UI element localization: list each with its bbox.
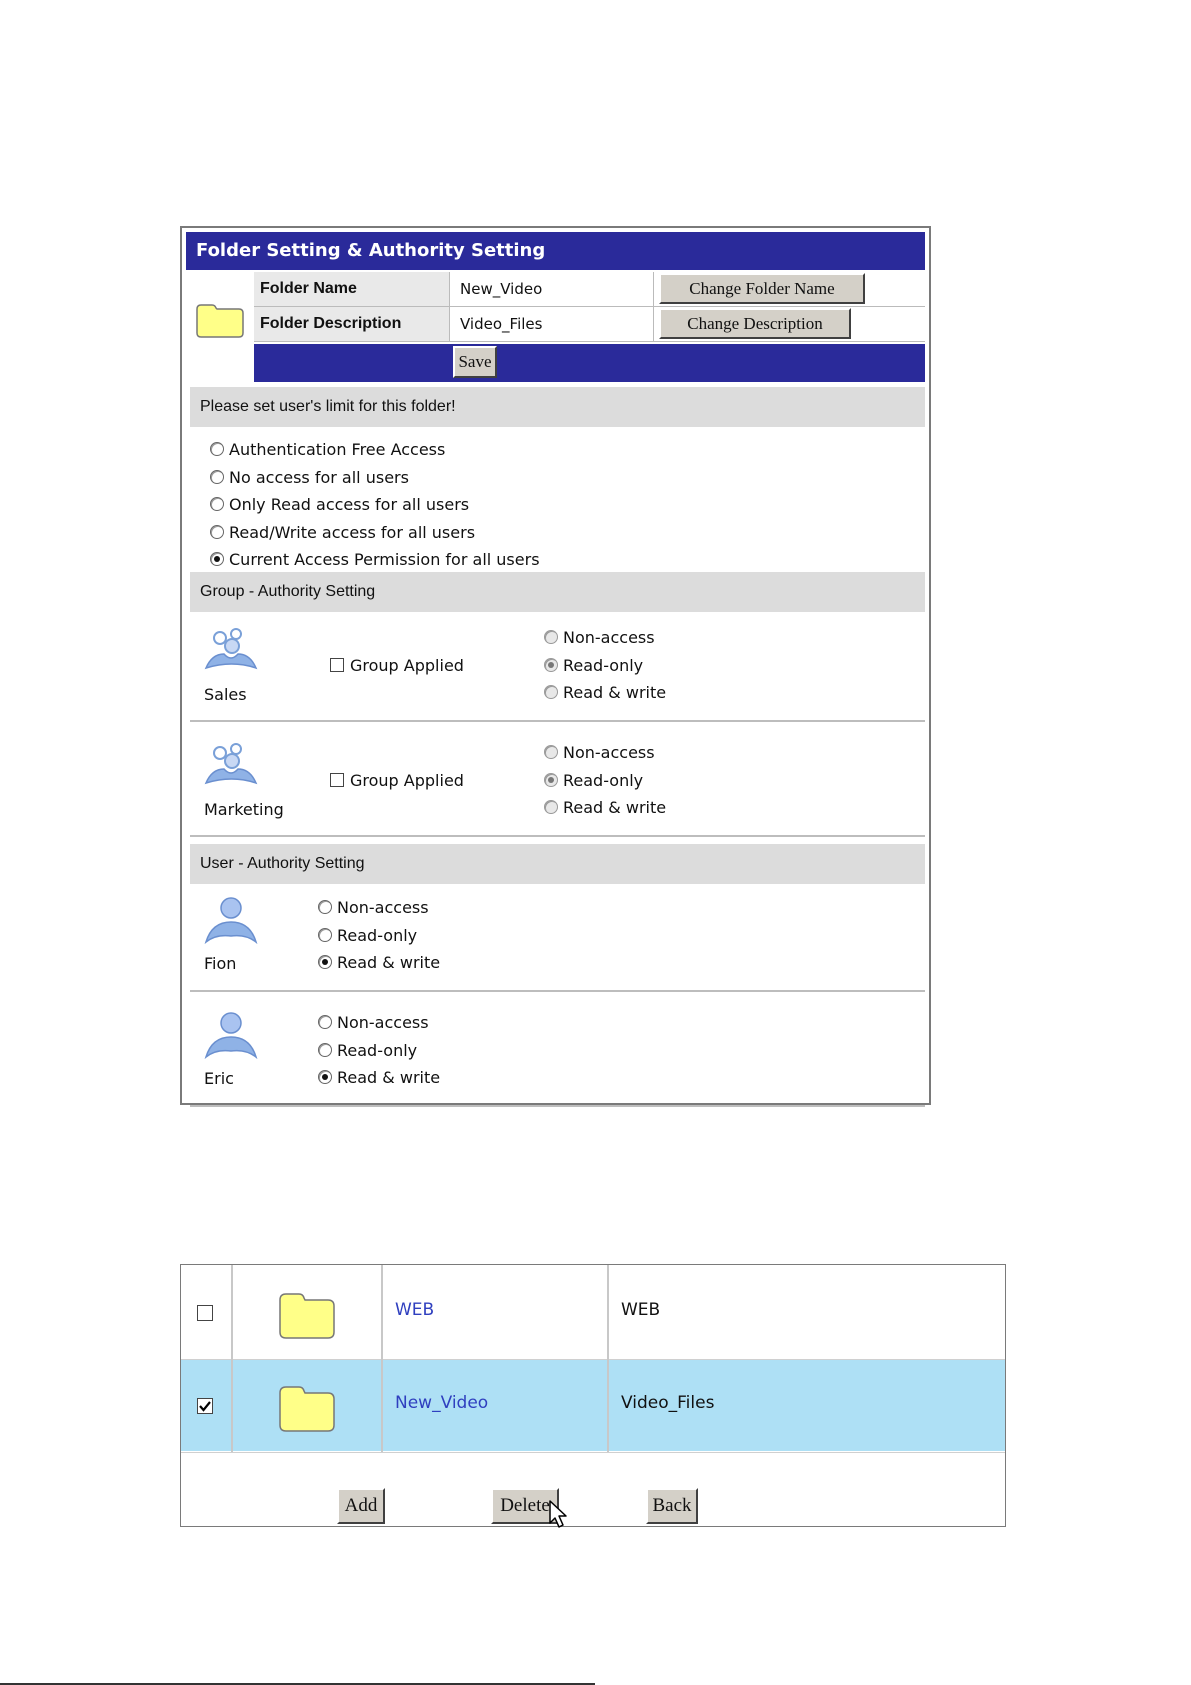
user-permission-option[interactable] — [318, 1041, 417, 1060]
user-name: Eric — [204, 1069, 234, 1088]
save-bar — [254, 344, 925, 382]
user-permission-option[interactable] — [318, 1013, 429, 1032]
folder-description-row — [254, 307, 925, 342]
folder-name-value: New_Video — [450, 272, 654, 306]
access-option-label: Only Read access for all users — [229, 495, 470, 514]
row-checkbox[interactable] — [197, 1398, 213, 1414]
folder-description-label: Folder Description — [254, 307, 450, 341]
group-icon — [202, 626, 260, 674]
radio-button[interactable] — [210, 470, 224, 484]
group-applied-checkbox[interactable] — [330, 656, 464, 675]
access-option[interactable] — [210, 495, 469, 514]
permission-label: Read-only — [337, 1040, 418, 1060]
folder-list-panel — [180, 1264, 1006, 1527]
group-permission-option[interactable] — [544, 798, 666, 817]
radio-button[interactable] — [544, 630, 558, 644]
folder-icon — [277, 1288, 337, 1340]
change-description-button[interactable]: Change Description — [659, 308, 851, 339]
row-divider — [181, 1359, 1005, 1360]
divider — [190, 990, 925, 992]
column-divider — [231, 1265, 233, 1452]
row-divider — [181, 1452, 1005, 1453]
radio-button[interactable] — [318, 1015, 332, 1029]
permission-label: Read & write — [563, 798, 667, 817]
access-option-label: Read/Write access for all users — [229, 522, 476, 542]
radio-button[interactable] — [318, 1070, 332, 1084]
group-applied-checkbox[interactable] — [330, 771, 464, 790]
mouse-cursor-icon — [548, 1499, 570, 1529]
folder-icon — [277, 1381, 337, 1433]
permission-label: Read-only — [563, 655, 644, 675]
user-permission-option[interactable] — [318, 926, 417, 945]
save-button[interactable]: Save — [453, 346, 497, 378]
group-section-header: Group - Authority Setting — [190, 572, 925, 612]
permission-label: Read-only — [563, 770, 644, 790]
access-option[interactable] — [210, 523, 475, 542]
change-folder-name-button[interactable]: Change Folder Name — [659, 273, 865, 304]
user-name: Fion — [204, 954, 237, 973]
group-name: Sales — [204, 685, 247, 704]
divider — [190, 720, 925, 722]
column-divider — [381, 1265, 383, 1452]
group-permission-option[interactable] — [544, 628, 655, 647]
permission-label: Read-only — [337, 925, 418, 945]
radio-button[interactable] — [318, 955, 332, 969]
permission-label: Read & write — [337, 953, 441, 972]
column-divider — [607, 1265, 609, 1452]
checkbox[interactable] — [330, 773, 344, 787]
row-checkbox[interactable] — [197, 1305, 213, 1321]
permission-label: Non-access — [337, 898, 429, 917]
user-permission-option[interactable] — [318, 1068, 440, 1087]
user-avatar — [202, 896, 260, 952]
limit-section-header: Please set user's limit for this folder! — [190, 387, 925, 427]
access-option[interactable] — [210, 440, 445, 459]
group-permission-option[interactable] — [544, 771, 643, 790]
folder-name-link[interactable]: New_Video — [395, 1393, 489, 1413]
user-permission-option[interactable] — [318, 953, 440, 972]
radio-button[interactable] — [544, 773, 558, 787]
divider — [190, 835, 925, 837]
radio-button[interactable] — [210, 497, 224, 511]
user-permission-option[interactable] — [318, 898, 429, 917]
group-avatar — [202, 741, 260, 793]
access-option[interactable] — [210, 468, 409, 487]
radio-button[interactable] — [318, 928, 332, 942]
permission-label: Read & write — [563, 683, 667, 702]
folder-description: WEB — [621, 1300, 661, 1320]
user-section-header: User - Authority Setting — [190, 844, 925, 884]
panel-title: Folder Setting & Authority Setting — [186, 232, 925, 270]
access-option[interactable] — [210, 550, 540, 569]
folder-icon — [194, 300, 246, 338]
add-button[interactable]: Add — [337, 1488, 385, 1524]
folder-name-link[interactable]: WEB — [395, 1300, 435, 1320]
radio-button[interactable] — [210, 525, 224, 539]
table-row[interactable] — [181, 1359, 1005, 1451]
back-button[interactable]: Back — [646, 1488, 698, 1524]
table-row[interactable] — [181, 1266, 1005, 1358]
divider — [190, 1105, 925, 1107]
group-name: Marketing — [204, 800, 284, 819]
group-applied-label: Group Applied — [350, 771, 464, 790]
radio-button[interactable] — [544, 800, 558, 814]
access-option-label: No access for all users — [229, 467, 409, 487]
group-applied-label: Group Applied — [350, 656, 464, 675]
user-icon — [202, 1011, 260, 1063]
radio-button[interactable] — [318, 1043, 332, 1057]
folder-name-row — [254, 272, 925, 307]
radio-button[interactable] — [544, 685, 558, 699]
access-option-label: Authentication Free Access — [229, 440, 446, 459]
radio-button[interactable] — [210, 442, 224, 456]
group-permission-option[interactable] — [544, 683, 666, 702]
folder-name-label: Folder Name — [254, 272, 450, 306]
permission-label: Read & write — [337, 1068, 441, 1087]
permission-label: Non-access — [337, 1013, 429, 1032]
group-icon — [202, 741, 260, 789]
access-option-label: Current Access Permission for all users — [229, 550, 540, 569]
delete-button[interactable]: Delete — [491, 1488, 559, 1524]
radio-button[interactable] — [544, 745, 558, 759]
group-permission-option[interactable] — [544, 656, 643, 675]
checkmark-icon — [198, 1399, 212, 1413]
permission-label: Non-access — [563, 743, 655, 762]
folder-description-value: Video_Files — [450, 307, 654, 341]
group-permission-option[interactable] — [544, 743, 655, 762]
radio-button[interactable] — [318, 900, 332, 914]
group-avatar — [202, 626, 260, 678]
radio-button[interactable] — [544, 658, 558, 672]
user-avatar — [202, 1011, 260, 1067]
user-icon — [202, 896, 260, 948]
folder-description: Video_Files — [621, 1393, 715, 1413]
checkbox[interactable] — [330, 658, 344, 672]
permission-label: Non-access — [563, 628, 655, 647]
folder-authority-panel — [180, 226, 931, 1105]
radio-button[interactable] — [210, 552, 224, 566]
